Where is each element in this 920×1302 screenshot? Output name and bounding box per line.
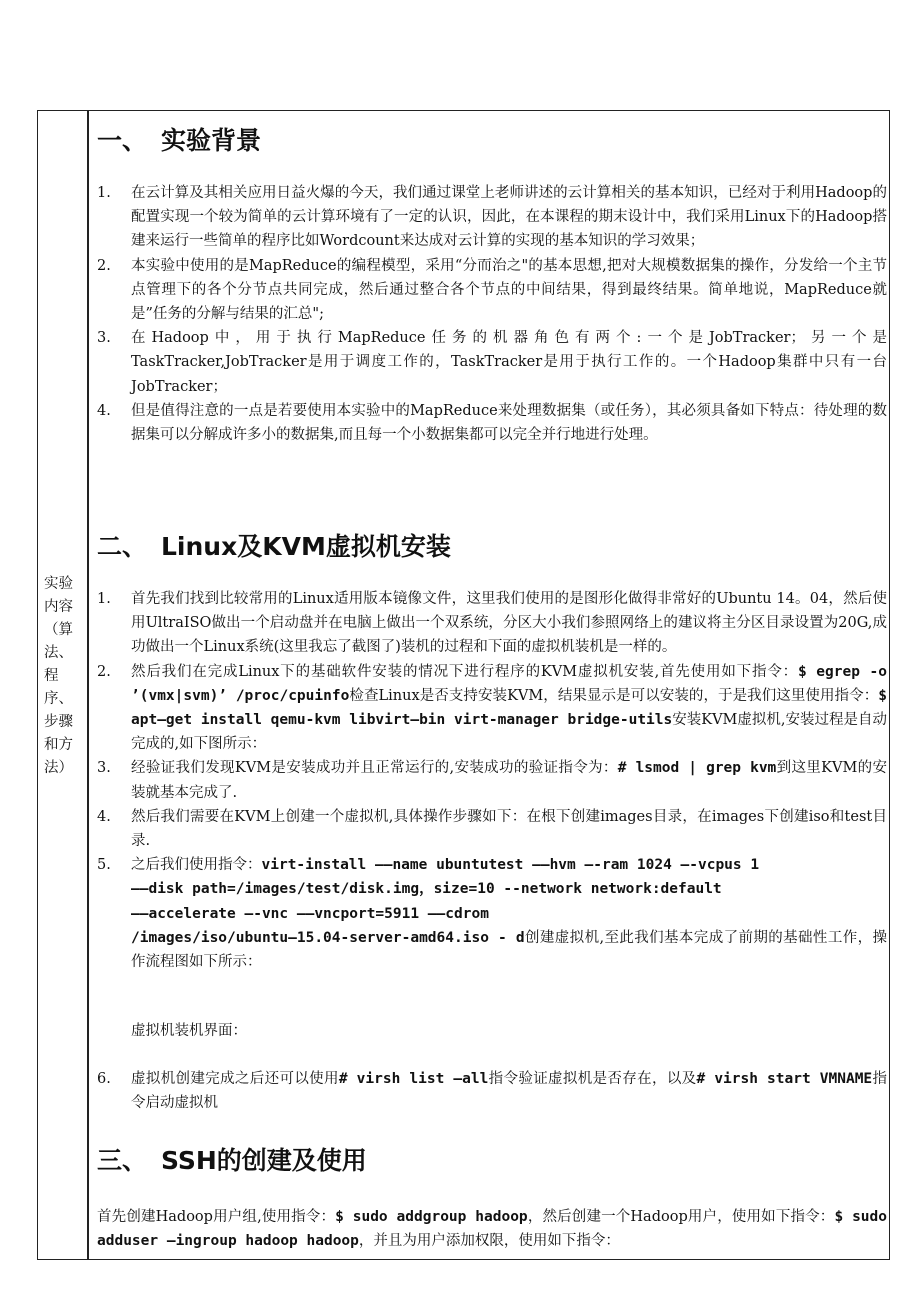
- command-text: virt-install ——name ubuntutest ——hvm —-ram 1024 —-vcpus 1: [261, 857, 760, 874]
- list-item: 2. 本实验中使用的是MapReduce的编程模型，采用“分而治之"的基本思想,把对大规模数据集的操作，分发给一个主节点管理下的各个分节点共同完成，然后通过整合各个节点的中间结果，得到最终结果。简单地说，MapReduce就是”任务的分解与结果的汇总";: [97, 257, 887, 323]
- command-text: $ apt—get install qemu-kvm libvirt—bin virt-manager bridge-utils: [131, 687, 887, 729]
- list-item: 5. 之后我们使用指令：virt-install ——name ubuntutest ——hvm —-ram 1024 —-vcpus 1 ——disk path=/images/test/disk.img，size=10 --network network:default ——accelerate —-vnc ——vncport=5911 ——cdrom /images/iso/ubuntu—15.04-server-amd64.iso - d创建虚拟机,至此我们基本完成了前期的基础性工作，操作流程图如下所示：: [97, 857, 887, 971]
- list-item: 6. 虚拟机创建完成之后还可以使用# virsh list –all指令验证虚拟机是否存在，以及# virsh start VMNAME指令启动虚拟机: [97, 1071, 887, 1112]
- section-title: Linux及KVM虚拟机安装: [161, 532, 451, 561]
- section-heading-3: [97, 1141, 367, 1177]
- content-cell: [97, 111, 887, 1259]
- ssh-paragraph: 首先创建Hadoop用户组,使用指令：$ sudo addgroup hadoop，然后创建一个Hadoop用户，使用如下指令：$ sudo adduser —ingroup hadoop hadoop，并且为用户添加权限，使用如下指令：: [97, 1209, 887, 1250]
- content-table: [37, 110, 890, 1260]
- command-text: # lsmod | grep kvm: [617, 760, 777, 777]
- section-title: 实验背景: [161, 126, 262, 155]
- section-title: SSH的创建及使用: [161, 1146, 367, 1175]
- command-text: $ egrep -o ’(vmx|svm)’ /proc/cpuinfo: [131, 663, 887, 704]
- background-list: [97, 181, 887, 447]
- section-number: 二、: [97, 532, 148, 561]
- section-number: 一、: [97, 126, 148, 155]
- list-item: 1. 在云计算及其相关应用日益火爆的今天，我们通过课堂上老师讲述的云计算相关的基本知识，已经对于利用Hadoop的配置实现一个较为简单的云计算环境有了一定的认识，因此，在本课程的期末设计中，我们采用Linux下的Hadoop搭建来运行一些简单的程序比如Wordcount来达成对云计算的实现的基本知识的学习效果；: [97, 185, 887, 250]
- command-text: $ sudo addgroup hadoop: [335, 1209, 528, 1225]
- command-text: # virsh start VMNAME: [696, 1071, 873, 1087]
- install-list-cont: [97, 1067, 887, 1115]
- column-divider: [87, 111, 89, 1259]
- section-number: 三、: [97, 1146, 148, 1175]
- section-heading-1: [97, 121, 261, 157]
- figure-caption: 虚拟机装机界面：: [131, 1023, 247, 1039]
- list-item: 3. 在Hadoop中，用于执行MapReduce任务的机器角色有两个:一个是JobTracker；另一个是TaskTracker,JobTracker是用于调度工作的，TaskTracker是用于执行工作的。一个Hadoop集群中只有一台JobTracker；: [97, 330, 887, 395]
- list-item: 2. 然后我们在完成Linux下的基础软件安装的情况下进行程序的KVM虚拟机安装,首先使用如下指令：$ egrep -o ’(vmx|svm)’ /proc/cpuinfo检查Linux是否支持安装KVM，结果显示是可以安装的，于是我们这里使用指令：$ apt—get install qemu-kvm libvirt—bin virt-manager bridge-utils安装KVM虚拟机,安装过程是自动完成的,如下图所示：: [97, 663, 887, 753]
- command-text: /images/iso/ubuntu—15.04-server-amd64.iso - d: [131, 929, 525, 946]
- list-item: 4. 但是值得注意的一点是若要使用本实验中的MapReduce来处理数据集（或任务），其必须具备如下特点：待处理的数据集可以分解成许多小的数据集,而且每一个小数据集都可以完全并行地进行处理。: [97, 402, 887, 444]
- command-text: ——accelerate —-vnc ——vncport=5911 ——cdrom: [131, 905, 489, 922]
- section-heading-2: [97, 527, 451, 563]
- command-text: $ sudo adduser —ingroup hadoop hadoop: [97, 1209, 887, 1250]
- list-item: 4. 然后我们需要在KVM上创建一个虚拟机,具体操作步骤如下：在根下创建images目录，在images下创建iso和test目录.: [97, 808, 887, 850]
- list-item: 3. 经验证我们发现KVM是安装成功并且正常运行的,安装成功的验证指令为：# lsmod | grep kvm到这里KVM的安装就基本完成了.: [97, 760, 887, 801]
- command-text: ——disk path=/images/test/disk.img，size=10 --network network:default: [131, 881, 722, 898]
- command-text: # virsh list –all: [338, 1071, 489, 1087]
- list-item: 1. 首先我们找到比较常用的Linux适用版本镜像文件，这里我们使用的是图形化做得非常好的Ubuntu 14。04，然后使用UltraISO做出一个启动盘并在电脑上做出一个双系统，分区大小我们参照网络上的建议将主分区目录设置为20G,成功做出一个Linux系统(这里我忘了截图了)装机的过程和下面的虚拟机装机是一样的。: [97, 591, 887, 656]
- row-label: 实验内容（算法、程序、步骤和方法）: [44, 576, 73, 776]
- install-list: [97, 587, 887, 974]
